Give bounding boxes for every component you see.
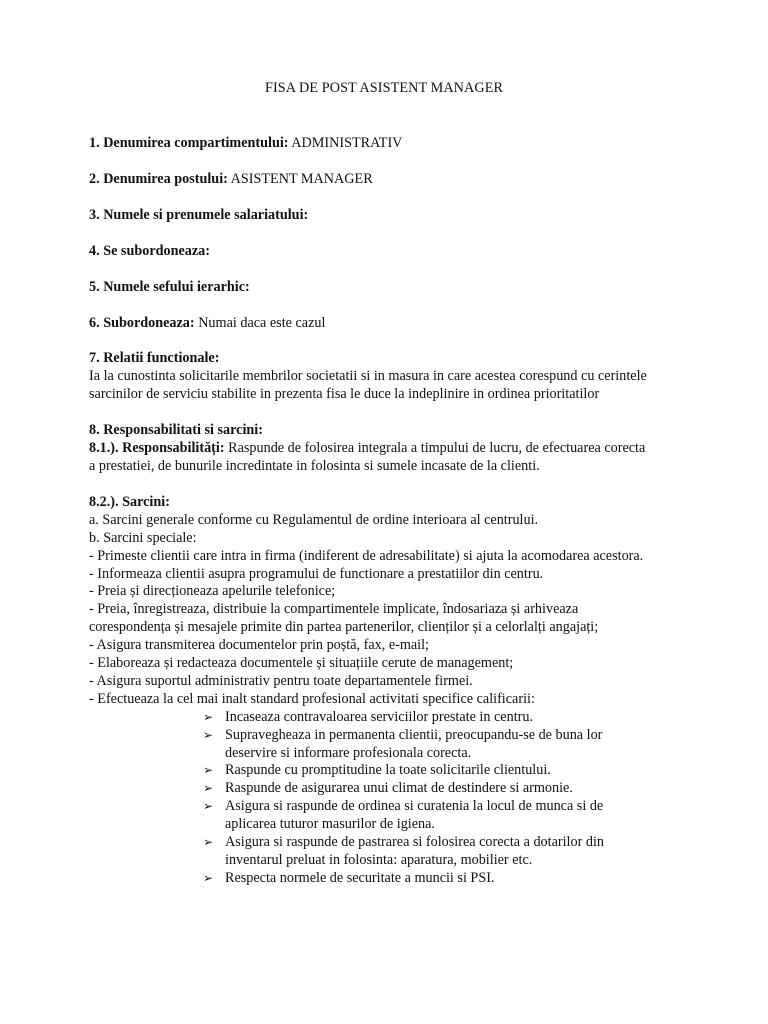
arrow-bullet-icon: ➢ (203, 763, 214, 778)
arrow-bullet-icon: ➢ (203, 799, 214, 814)
list-item (203, 727, 633, 763)
section-position (89, 171, 649, 189)
task-line: - Preia, înregistreaza, distribuie la compartimentele implicate, îndosariaza și arhiveaza corespondența și mesajele primite din partea partenerilor, clienților și a celorlalți angajați; (89, 601, 599, 636)
list-item-text: Raspunde cu promptitudine la toate solicitarile clientului. (225, 762, 551, 779)
document-title: FISA DE POST ASISTENT MANAGER (264, 80, 504, 96)
section-manager-name (89, 279, 649, 297)
task-line: a. Sarcini generale conforme cu Regulamentul de ordine interioara al centrului. (89, 511, 539, 528)
list-item (203, 709, 633, 727)
task-line: - Efectueaza la cel mai inalt standard profesional activitati specifice calificarii: (89, 690, 535, 707)
document-body (89, 135, 649, 888)
task-line: - Elaboreaza și redacteaza documentele și situațiile cerute de management; (89, 655, 514, 672)
list-item (203, 780, 633, 798)
task-line: - Preia și direcționeaza apelurile telefonice; (89, 583, 336, 600)
arrow-bullet-icon: ➢ (203, 781, 214, 796)
section-employee-name (89, 207, 649, 225)
task-line: - Asigura suportul administrativ pentru toate departamentele firmei. (89, 672, 473, 689)
arrow-bullet-icon: ➢ (203, 727, 214, 742)
list-item-text: Asigura si raspunde de pastrarea si folosirea corecta a dotarilor din inventarul preluat in folosinta: aparatura, mobilier etc. (225, 834, 604, 868)
section-relations-text: Ia la cunostinta solicitarile membrilor societatii si in masura in care acestea corespund cu cerintele sarcinilor de serviciu stabilite in prezenta fisa le duce la indeplinire in ordinea prioritatilor (89, 368, 647, 403)
section-position-value: ASISTENT MANAGER (227, 170, 373, 187)
section-subordinates-label: 6. Subordoneaza: (89, 314, 195, 331)
activity-bullet-list (203, 709, 633, 888)
section-reports-to-label: 4. Se subordoneaza: (89, 242, 210, 259)
list-item (203, 870, 633, 888)
tasks-heading (89, 494, 649, 512)
responsibilities-sub-label: 8.1.). Responsabilități: (89, 440, 225, 457)
section-position-label: 2. Denumirea postului: (89, 170, 228, 187)
list-item-text: Respecta normele de securitate a muncii si PSI. (225, 869, 495, 886)
list-item-text: Raspunde de asigurarea unui climat de destindere si armonie. (225, 780, 573, 797)
list-item (203, 834, 633, 870)
task-line: - Primeste clientii care intra in firma (indiferent de adresabilitate) si ajuta la acomodarea acestora. (89, 547, 644, 564)
arrow-bullet-icon: ➢ (203, 835, 214, 850)
section-department-label: 1. Denumirea compartimentului: (89, 135, 289, 151)
list-item (203, 798, 633, 834)
section-department (89, 135, 649, 153)
arrow-bullet-icon: ➢ (203, 709, 214, 724)
section-responsibilities-heading (89, 422, 649, 440)
list-item (203, 762, 633, 780)
responsibilities-sub-text: Raspunde de folosirea integrala a timpului de lucru, de efectuarea corecta a prestatiei, de bunurile incredintate in folosinta si sumele incasate de la clienti. (89, 440, 646, 474)
tasks-label: 8.2.). Sarcini: (89, 493, 170, 510)
section-relations-label: 7. Relatii functionale: (89, 350, 220, 367)
section-manager-name-label: 5. Numele sefului ierarhic: (89, 278, 250, 295)
section-reports-to (89, 243, 649, 261)
section-responsibilities-label: 8. Responsabilitati si sarcini: (89, 422, 263, 439)
task-line: - Informeaza clientii asupra programului de functionare a prestatiilor din centru. (89, 565, 544, 582)
list-item-text: Incaseaza contravaloarea serviciilor prestate in centru. (225, 708, 534, 725)
list-item-text: Asigura si raspunde de ordinea si curatenia la locul de munca si de aplicarea tuturor masurilor de igiena. (225, 798, 604, 833)
section-subordinates-value: Numai daca este cazul (194, 314, 326, 331)
task-line: b. Sarcini speciale: (89, 529, 197, 546)
section-employee-name-label: 3. Numele si prenumele salariatului: (89, 206, 309, 223)
section-relations-heading (89, 350, 649, 368)
section-subordinates (89, 315, 649, 333)
responsibilities-paragraph (89, 440, 649, 476)
list-item-text: Supravegheaza in permanenta clientii, preocupandu-se de buna lor deservire si informare profesionala corecta. (225, 726, 603, 761)
task-line: - Asigura transmiterea documentelor prin poștă, fax, e-mail; (89, 637, 429, 654)
section-department-value: ADMINISTRATIV (288, 135, 403, 151)
arrow-bullet-icon: ➢ (203, 870, 214, 885)
